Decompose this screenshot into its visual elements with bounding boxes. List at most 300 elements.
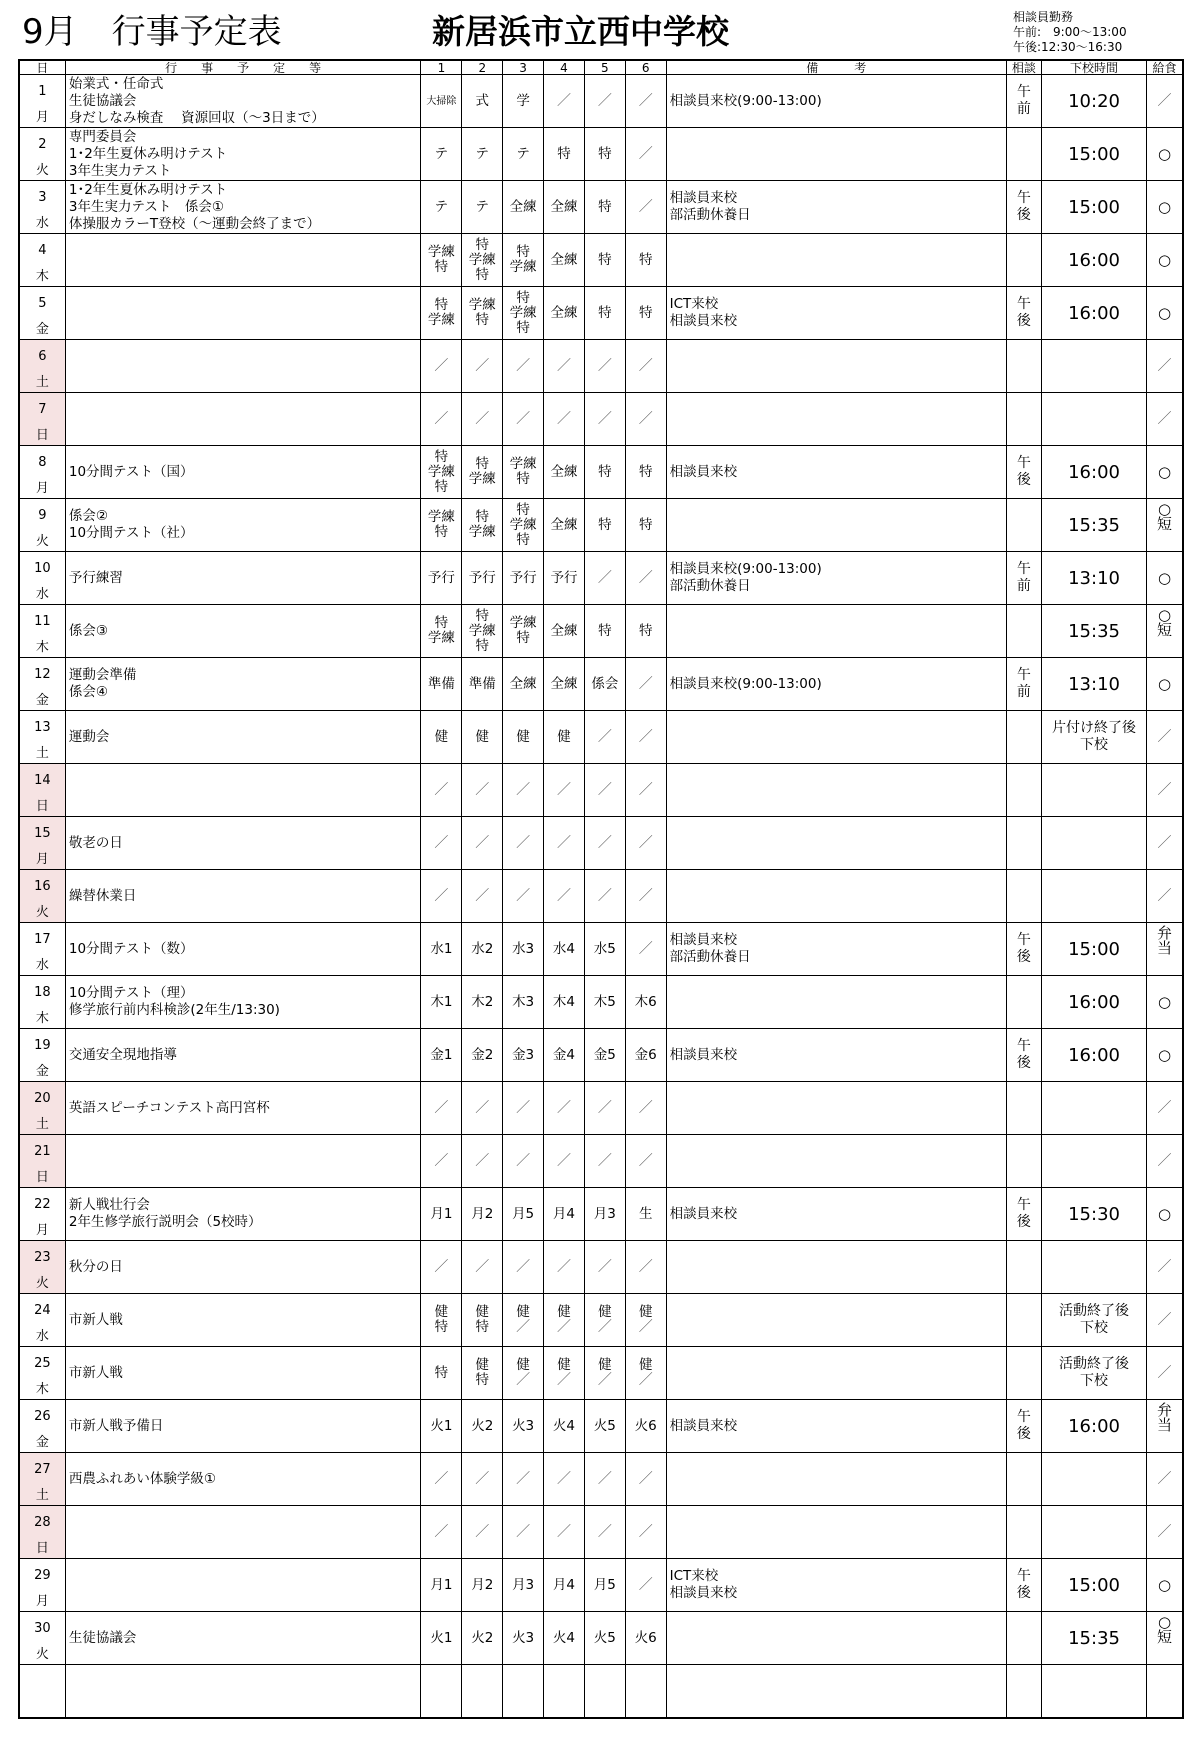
consult-cell <box>1006 1506 1041 1559</box>
consult-cell <box>1006 711 1041 764</box>
schedule-row <box>19 1082 1183 1135</box>
note-line: 相談員来校 <box>669 463 738 480</box>
notes-cell <box>666 393 1006 446</box>
period-value: 特 <box>557 145 571 162</box>
period-value: ／ <box>516 1258 531 1275</box>
period-2-cell <box>462 75 503 128</box>
period-value: ／ <box>434 834 449 851</box>
empty-cell <box>584 1665 625 1718</box>
notes-cell <box>666 499 1006 552</box>
period-value-line: 特 <box>516 471 530 487</box>
consult-char: 前 <box>1016 684 1031 700</box>
weekday: 月 <box>35 1223 49 1238</box>
events-cell <box>65 605 421 658</box>
events-cell <box>65 976 421 1029</box>
period-value: 特 <box>638 251 653 268</box>
period-5-cell <box>584 128 625 181</box>
dismissal-line: 下校 <box>1080 737 1109 753</box>
day-cell <box>19 976 65 1029</box>
period-value-line: 学練 <box>509 304 537 321</box>
period-2-cell <box>462 1612 503 1665</box>
period-value-line: 学練 <box>509 259 537 275</box>
period-value-line: 特 <box>434 259 449 275</box>
period-value: ／ <box>516 1470 531 1487</box>
day-cell <box>19 287 65 340</box>
period-5-cell <box>584 340 625 393</box>
period-value: ／ <box>556 357 571 374</box>
consult-cell <box>1006 446 1041 499</box>
period-1-cell <box>421 393 462 446</box>
period-value: 月5 <box>512 1205 535 1222</box>
dismissal-cell <box>1042 128 1147 181</box>
period-value: 健 <box>557 728 571 745</box>
period-value-line: 学練 <box>468 622 496 639</box>
empty-cell <box>503 1665 544 1718</box>
period-value: ／ <box>516 1152 531 1169</box>
events-cell <box>65 817 421 870</box>
lunch-cell <box>1147 1453 1184 1506</box>
consult-cell <box>1006 393 1041 446</box>
consult-char: 後 <box>1016 1055 1031 1071</box>
day-cell <box>19 711 65 764</box>
consult-cell <box>1006 234 1041 287</box>
period-4-cell <box>544 711 585 764</box>
period-value: ／ <box>638 887 653 904</box>
day-cell <box>19 923 65 976</box>
period-value: 金5 <box>593 1046 616 1063</box>
lunch-line: 短 <box>1156 515 1172 533</box>
events-cell <box>65 1029 421 1082</box>
period-value: ／ <box>516 781 531 798</box>
weekday: 金 <box>35 693 49 708</box>
lunch-value: ○ <box>1157 250 1172 269</box>
consult-char: 後 <box>1016 1426 1031 1442</box>
period-value: ／ <box>475 834 490 851</box>
period-value: 特 <box>598 251 612 268</box>
dismissal-cell <box>1042 1294 1147 1347</box>
period-value: 月3 <box>593 1205 616 1222</box>
dismissal-time: 15:00 <box>1068 196 1120 218</box>
lunch-cell <box>1147 1612 1184 1665</box>
schedule-row <box>19 1188 1183 1241</box>
day-number: 28 <box>34 1515 51 1530</box>
period-value-line: 健 <box>598 1304 612 1320</box>
event-line: 係会③ <box>68 622 108 639</box>
dismissal-cell <box>1042 499 1147 552</box>
notes-cell <box>666 1294 1006 1347</box>
consult-char: 午 <box>1016 84 1031 100</box>
events-cell <box>65 870 421 923</box>
dismissal-cell <box>1042 923 1147 976</box>
event-line: 繰替休業日 <box>68 887 137 904</box>
day-number: 23 <box>34 1250 51 1265</box>
period-value-line: 学練 <box>427 463 455 480</box>
lunch-value: ○ <box>1157 144 1172 163</box>
weekday: 日 <box>35 428 49 443</box>
period-6-cell <box>625 658 666 711</box>
school-name: 新居浜市立西中学校 <box>432 12 729 51</box>
day-number: 13 <box>34 720 51 735</box>
event-line: 係会④ <box>68 684 108 700</box>
day-number: 26 <box>34 1409 51 1424</box>
period-value: 準備 <box>468 675 496 692</box>
consult-char: 午 <box>1016 932 1031 948</box>
period-5-cell <box>584 446 625 499</box>
period-value-line: ／ <box>556 1372 571 1388</box>
schedule-row <box>19 764 1183 817</box>
period-value: 予行 <box>427 569 455 586</box>
period-value-line: 特 <box>434 615 449 631</box>
schedule-row <box>19 446 1183 499</box>
lunch-line: 短 <box>1156 1628 1172 1646</box>
period-4-cell <box>544 1559 585 1612</box>
period-value: 特 <box>638 463 653 480</box>
period-1-cell <box>421 181 462 234</box>
lunch-line: ○ <box>1157 606 1172 624</box>
consult-cell <box>1006 1241 1041 1294</box>
lunch-value: ／ <box>1157 888 1172 904</box>
weekday: 月 <box>35 110 49 125</box>
period-2-cell <box>462 128 503 181</box>
day-cell <box>19 1082 65 1135</box>
schedule-row <box>19 658 1183 711</box>
period-value-line: 特 <box>475 266 489 283</box>
event-line: 英語スピーチコンテスト高円宮杯 <box>68 1099 270 1116</box>
period-value: ／ <box>475 1099 490 1116</box>
consult-cell <box>1006 1082 1041 1135</box>
dismissal-cell <box>1042 870 1147 923</box>
period-4-cell <box>544 181 585 234</box>
period-4-cell <box>544 552 585 605</box>
period-4-cell <box>544 764 585 817</box>
event-line: 10分間テスト（国） <box>68 463 194 480</box>
lunch-line: ○ <box>1157 1613 1172 1631</box>
period-value: ／ <box>556 781 571 798</box>
notes-cell <box>666 340 1006 393</box>
period-6-cell <box>625 1294 666 1347</box>
empty-cell <box>544 1665 585 1718</box>
period-3-cell <box>503 340 544 393</box>
period-value: ／ <box>434 1470 449 1487</box>
note-line: 相談員来校 <box>669 313 738 329</box>
period-value: 月2 <box>471 1205 494 1222</box>
lunch-value: ○ <box>1157 197 1172 216</box>
counselor-hours-pm: 午後:12:30～16:30 <box>1013 40 1123 54</box>
lunch-cell <box>1147 128 1184 181</box>
weekday: 木 <box>35 269 49 284</box>
period-5-cell <box>584 658 625 711</box>
lunch-cell <box>1147 1400 1184 1453</box>
consult-cell <box>1006 1347 1041 1400</box>
period-value: ／ <box>434 1258 449 1275</box>
period-3-cell <box>503 1347 544 1400</box>
dismissal-time: 16:00 <box>1068 249 1120 271</box>
period-value-line: ／ <box>597 1372 612 1388</box>
period-6-cell <box>625 128 666 181</box>
day-cell <box>19 658 65 711</box>
period-value-line: 特 <box>475 607 489 624</box>
col-header-notes: 備 考 <box>666 60 1006 75</box>
period-value-line: 特 <box>434 1319 449 1335</box>
period-value: 火1 <box>430 1417 453 1434</box>
dismissal-cell <box>1042 658 1147 711</box>
period-1-cell <box>421 128 462 181</box>
period-3-cell <box>503 1241 544 1294</box>
period-3-cell <box>503 1135 544 1188</box>
period-value-line: 健 <box>475 1357 489 1373</box>
period-value: ／ <box>638 781 653 798</box>
period-5-cell <box>584 75 625 128</box>
period-value: 全練 <box>509 198 537 215</box>
period-value: ／ <box>638 198 653 215</box>
events-cell <box>65 764 421 817</box>
dismissal-cell <box>1042 446 1147 499</box>
period-2-cell <box>462 1453 503 1506</box>
weekday: 火 <box>35 905 49 920</box>
period-value: 健 <box>434 728 449 745</box>
lunch-line: 当 <box>1156 1416 1172 1434</box>
period-4-cell <box>544 446 585 499</box>
period-value: 火3 <box>512 1417 535 1434</box>
day-number: 20 <box>34 1091 51 1106</box>
period-3-cell <box>503 181 544 234</box>
period-value-line: 特 <box>475 1319 489 1335</box>
day-cell <box>19 1029 65 1082</box>
period-5-cell <box>584 1029 625 1082</box>
period-value: 火2 <box>471 1629 494 1646</box>
period-5-cell <box>584 1347 625 1400</box>
consult-cell <box>1006 499 1041 552</box>
period-4-cell <box>544 605 585 658</box>
events-cell <box>65 1294 421 1347</box>
event-line: 係会② <box>68 508 108 524</box>
dismissal-time: 13:10 <box>1068 673 1120 695</box>
consult-cell <box>1006 340 1041 393</box>
period-3-cell <box>503 552 544 605</box>
period-value-line: ／ <box>516 1372 531 1388</box>
period-value: 特 <box>638 622 653 639</box>
notes-cell <box>666 234 1006 287</box>
day-number: 8 <box>38 455 47 470</box>
period-1-cell <box>421 658 462 711</box>
dismissal-cell <box>1042 605 1147 658</box>
event-line: 生徒協議会 <box>68 1629 137 1646</box>
period-6-cell <box>625 1506 666 1559</box>
period-5-cell <box>584 499 625 552</box>
lunch-cell <box>1147 1294 1184 1347</box>
col-header-lunch: 給食 <box>1147 60 1184 75</box>
weekday: 木 <box>35 1011 49 1026</box>
period-2-cell <box>462 181 503 234</box>
lunch-value: ／ <box>1157 411 1172 427</box>
period-5-cell <box>584 711 625 764</box>
weekday: 火 <box>35 1276 49 1291</box>
note-line: ICT来校 <box>669 296 719 312</box>
period-value-line: ／ <box>638 1319 653 1335</box>
period-value-line: 特 <box>516 289 530 306</box>
period-1-cell <box>421 1294 462 1347</box>
period-5-cell <box>584 181 625 234</box>
period-1-cell <box>421 1400 462 1453</box>
period-6-cell <box>625 287 666 340</box>
period-value: 金2 <box>471 1046 494 1063</box>
schedule-row <box>19 287 1183 340</box>
dismissal-cell <box>1042 1612 1147 1665</box>
consult-char: 午 <box>1016 455 1031 471</box>
col-header-period-5: 5 <box>584 60 625 75</box>
col-header-period-3: 3 <box>503 60 544 75</box>
period-value: ／ <box>475 1470 490 1487</box>
schedule-table <box>18 59 1184 1719</box>
period-3-cell <box>503 1612 544 1665</box>
note-line: 相談員来校 <box>669 1046 738 1063</box>
day-number: 19 <box>34 1038 51 1053</box>
weekday: 水 <box>35 1329 49 1344</box>
period-4-cell <box>544 234 585 287</box>
period-value: ／ <box>597 1152 612 1169</box>
period-3-cell <box>503 1029 544 1082</box>
period-value: 月4 <box>552 1576 576 1593</box>
period-value: 木4 <box>552 993 576 1010</box>
period-value: ／ <box>556 1470 571 1487</box>
consult-char: 午 <box>1016 561 1031 577</box>
period-value: 学 <box>516 92 530 109</box>
notes-cell <box>666 1082 1006 1135</box>
weekday: 火 <box>35 1647 49 1662</box>
consult-cell <box>1006 287 1041 340</box>
lunch-value: ○ <box>1157 303 1172 322</box>
notes-cell <box>666 658 1006 711</box>
lunch-value: ／ <box>1157 782 1172 798</box>
period-value: テ <box>434 145 449 162</box>
period-2-cell <box>462 1241 503 1294</box>
period-4-cell <box>544 1029 585 1082</box>
weekday: 日 <box>35 1170 49 1185</box>
events-cell <box>65 1082 421 1135</box>
period-value: ／ <box>638 834 653 851</box>
day-cell <box>19 181 65 234</box>
lunch-cell <box>1147 817 1184 870</box>
period-value: 全練 <box>550 251 578 268</box>
period-value: ／ <box>597 728 612 745</box>
period-4-cell <box>544 1506 585 1559</box>
dismissal-cell <box>1042 1347 1147 1400</box>
weekday: 土 <box>35 746 49 761</box>
day-cell <box>19 1453 65 1506</box>
period-value: ／ <box>516 887 531 904</box>
lunch-cell <box>1147 1029 1184 1082</box>
events-cell <box>65 658 421 711</box>
consult-char: 後 <box>1016 1214 1031 1230</box>
period-4-cell <box>544 1453 585 1506</box>
period-2-cell <box>462 1294 503 1347</box>
period-value: テ <box>516 145 530 162</box>
period-value: ／ <box>597 887 612 904</box>
event-line: 3年生実力テスト 係会① <box>68 198 225 215</box>
period-3-cell <box>503 499 544 552</box>
dismissal-line: 片付け終了後 <box>1052 720 1137 736</box>
consult-cell <box>1006 923 1041 976</box>
dismissal-time: 15:30 <box>1068 1203 1120 1225</box>
period-6-cell <box>625 817 666 870</box>
period-1-cell <box>421 75 462 128</box>
consult-cell <box>1006 764 1041 817</box>
period-value-line: 特 <box>434 478 449 495</box>
day-number: 18 <box>34 985 51 1000</box>
day-number: 12 <box>34 667 51 682</box>
weekday: 水 <box>35 587 49 602</box>
day-number: 16 <box>34 879 51 894</box>
day-cell <box>19 1506 65 1559</box>
events-cell <box>65 234 421 287</box>
period-value-line: 特 <box>516 244 530 260</box>
period-value: ／ <box>475 1152 490 1169</box>
period-6-cell <box>625 393 666 446</box>
period-value-line: 特 <box>475 637 489 654</box>
empty-cell <box>666 1665 1006 1718</box>
period-6-cell <box>625 1135 666 1188</box>
period-value: ／ <box>556 1523 571 1540</box>
event-line: 交通安全現地指導 <box>68 1046 177 1063</box>
lunch-cell <box>1147 976 1184 1029</box>
period-value: 木5 <box>593 993 616 1010</box>
period-6-cell <box>625 1400 666 1453</box>
events-cell <box>65 1347 421 1400</box>
period-5-cell <box>584 817 625 870</box>
weekday: 木 <box>35 1382 49 1397</box>
event-line: 市新人戦予備日 <box>68 1417 164 1434</box>
note-line: 相談員来校(9:00-13:00) <box>669 675 822 692</box>
event-line: 2年生修学旅行説明会（5校時） <box>68 1214 262 1230</box>
events-cell <box>65 1453 421 1506</box>
period-value-line: 特 <box>475 1372 489 1388</box>
period-6-cell <box>625 1241 666 1294</box>
period-value: 特 <box>598 463 612 480</box>
dismissal-cell <box>1042 1029 1147 1082</box>
period-2-cell <box>462 764 503 817</box>
weekday: 水 <box>35 958 49 973</box>
period-value: ／ <box>475 781 490 798</box>
event-line: 市新人戦 <box>68 1311 123 1328</box>
period-value-line: ／ <box>556 1319 571 1335</box>
weekday: 日 <box>35 1541 49 1556</box>
period-1-cell <box>421 340 462 393</box>
consult-char: 午 <box>1016 1197 1031 1213</box>
period-6-cell <box>625 181 666 234</box>
period-value: ／ <box>638 1576 653 1593</box>
consult-char: 午 <box>1016 1038 1031 1054</box>
consult-char: 前 <box>1016 578 1031 594</box>
period-4-cell <box>544 817 585 870</box>
period-value: ／ <box>434 1099 449 1116</box>
lunch-line: 当 <box>1156 939 1172 957</box>
dismissal-time: 16:00 <box>1068 991 1120 1013</box>
event-line: 1･2年生夏休み明けテスト <box>68 181 228 198</box>
period-value-line: 健 <box>475 1304 489 1320</box>
event-line: 体操服カラーT登校（～運動会終了まで） <box>68 215 321 232</box>
day-cell <box>19 340 65 393</box>
period-5-cell <box>584 870 625 923</box>
event-line: 1･2年生夏休み明けテスト <box>68 145 228 162</box>
dismissal-line: 活動終了後 <box>1059 1303 1130 1319</box>
period-value: ／ <box>597 1258 612 1275</box>
day-cell <box>19 446 65 499</box>
period-2-cell <box>462 1188 503 1241</box>
period-1-cell <box>421 1082 462 1135</box>
lunch-value: ○ <box>1157 992 1172 1011</box>
period-value: 準備 <box>427 675 455 692</box>
notes-cell <box>666 1559 1006 1612</box>
